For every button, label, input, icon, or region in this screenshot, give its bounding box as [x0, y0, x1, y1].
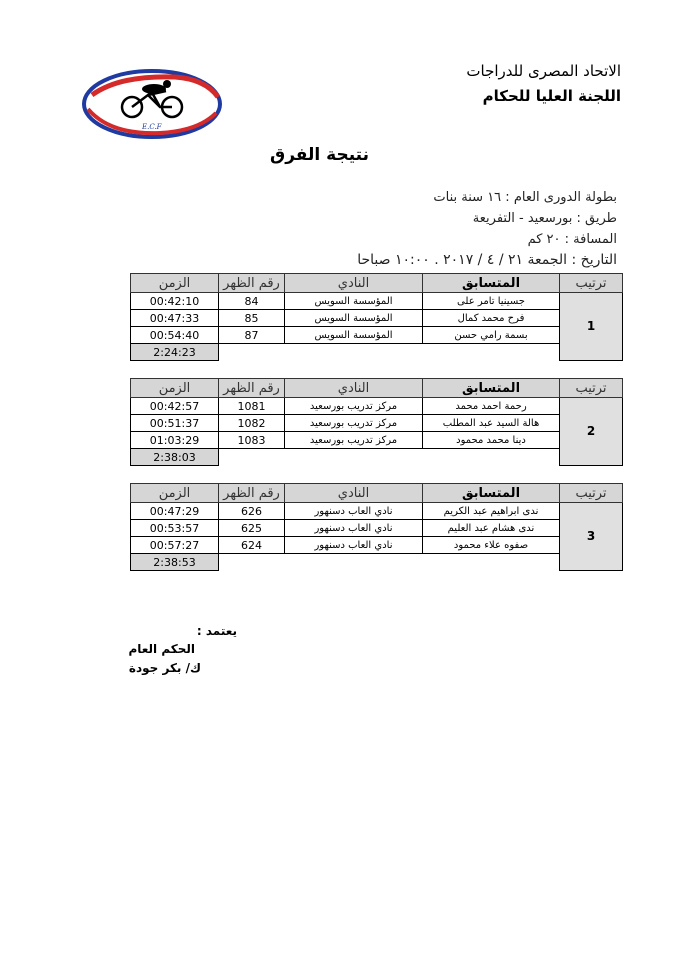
- table-row: [131, 432, 623, 449]
- rider-club: مركز تدريب بورسعيد: [285, 398, 423, 415]
- team-result-table: [130, 483, 623, 571]
- cyclist-icon: [122, 80, 182, 117]
- team-total-row: [131, 449, 623, 466]
- org-name: الاتحاد المصرى للدراجات: [466, 62, 621, 80]
- header-rider: المتسابق: [423, 484, 560, 503]
- table-row: [131, 398, 623, 415]
- team-total-time: 2:24:23: [131, 344, 219, 361]
- header-rider: المتسابق: [423, 274, 560, 293]
- rider-bib: 626: [219, 503, 285, 520]
- rider-bib: 625: [219, 520, 285, 537]
- team-rank: 1: [560, 293, 623, 361]
- distance-line: المسافة : ٢٠ كم: [527, 232, 617, 247]
- rider-club: المؤسسة السويس: [285, 327, 423, 344]
- rider-club: مركز تدريب بورسعيد: [285, 432, 423, 449]
- rider-time: 00:53:57: [131, 520, 219, 537]
- approval-label: يعتمد :: [196, 624, 237, 638]
- header-club: النادي: [285, 484, 423, 503]
- header-rank: ترتيب: [560, 379, 623, 398]
- table-row: [131, 537, 623, 554]
- rider-club: نادي العاب دسنهور: [285, 537, 423, 554]
- team-total-time: 2:38:03: [131, 449, 219, 466]
- header-time: الزمن: [131, 274, 219, 293]
- rider-club: المؤسسة السويس: [285, 310, 423, 327]
- rider-name: صفوه علاء محمود: [423, 537, 560, 554]
- rider-bib: 85: [219, 310, 285, 327]
- rider-bib: 1081: [219, 398, 285, 415]
- header-rider: المتسابق: [423, 379, 560, 398]
- rider-name: رحمة احمد محمد: [423, 398, 560, 415]
- rider-time: 00:42:10: [131, 293, 219, 310]
- table-header-row: [131, 484, 623, 503]
- document-title: نتيجة الفرق: [270, 145, 369, 165]
- table-header-row: [131, 274, 623, 293]
- rider-name: دينا محمد محمود: [423, 432, 560, 449]
- logo-text: E.C.F: [142, 123, 162, 131]
- rider-club: المؤسسة السويس: [285, 293, 423, 310]
- rider-club: نادي العاب دسنهور: [285, 520, 423, 537]
- rider-time: 01:03:29: [131, 432, 219, 449]
- header-club: النادي: [285, 274, 423, 293]
- team-result-table: [130, 378, 623, 466]
- cycling-logo: [80, 67, 225, 141]
- rider-time: 00:54:40: [131, 327, 219, 344]
- table-row: [131, 415, 623, 432]
- header-bib: رقم الظهر: [219, 379, 285, 398]
- rider-bib: 84: [219, 293, 285, 310]
- team-total-row: [131, 344, 623, 361]
- team-rank: 2: [560, 398, 623, 466]
- route-line: طريق : بورسعيد - التفريعة: [472, 211, 617, 226]
- rider-bib: 624: [219, 537, 285, 554]
- rider-bib: 1083: [219, 432, 285, 449]
- header-time: الزمن: [131, 484, 219, 503]
- rider-club: مركز تدريب بورسعيد: [285, 415, 423, 432]
- header-time: الزمن: [131, 379, 219, 398]
- date-line: التاريخ : الجمعة ٢١ / ٤ / ٢٠١٧ . ١٠:٠٠ صباحا: [357, 252, 617, 268]
- team-result-table: [130, 273, 623, 361]
- championship-line: بطولة الدورى العام : ١٦ سنة بنات: [433, 190, 617, 205]
- rider-name: فرح محمد كمال: [423, 310, 560, 327]
- rider-time: 00:51:37: [131, 415, 219, 432]
- referee-name: ك/ بكر جودة: [128, 661, 201, 675]
- committee-name: اللجنة العليا للحكام: [482, 87, 621, 105]
- empty-cell: [219, 344, 560, 361]
- table-row: [131, 327, 623, 344]
- header-bib: رقم الظهر: [219, 274, 285, 293]
- empty-cell: [219, 554, 560, 571]
- table-row: [131, 520, 623, 537]
- rider-time: 00:47:29: [131, 503, 219, 520]
- rider-time: 00:57:27: [131, 537, 219, 554]
- table-row: [131, 310, 623, 327]
- rider-bib: 1082: [219, 415, 285, 432]
- rider-name: ندى ابراهيم عبد الكريم: [423, 503, 560, 520]
- rider-club: نادي العاب دسنهور: [285, 503, 423, 520]
- team-total-time: 2:38:53: [131, 554, 219, 571]
- rider-name: هالة السيد عبد المطلب: [423, 415, 560, 432]
- rider-name: بسمة رامي حسن: [423, 327, 560, 344]
- referee-title: الحكم العام: [128, 642, 195, 656]
- rider-name: جسينيا تامر على: [423, 293, 560, 310]
- table-row: [131, 293, 623, 310]
- rider-time: 00:47:33: [131, 310, 219, 327]
- header-club: النادي: [285, 379, 423, 398]
- rider-time: 00:42:57: [131, 398, 219, 415]
- empty-cell: [219, 449, 560, 466]
- team-rank: 3: [560, 503, 623, 571]
- team-total-row: [131, 554, 623, 571]
- header-rank: ترتيب: [560, 274, 623, 293]
- table-header-row: [131, 379, 623, 398]
- table-row: [131, 503, 623, 520]
- rider-name: ندى هشام عبد العليم: [423, 520, 560, 537]
- header-rank: ترتيب: [560, 484, 623, 503]
- header-bib: رقم الظهر: [219, 484, 285, 503]
- rider-bib: 87: [219, 327, 285, 344]
